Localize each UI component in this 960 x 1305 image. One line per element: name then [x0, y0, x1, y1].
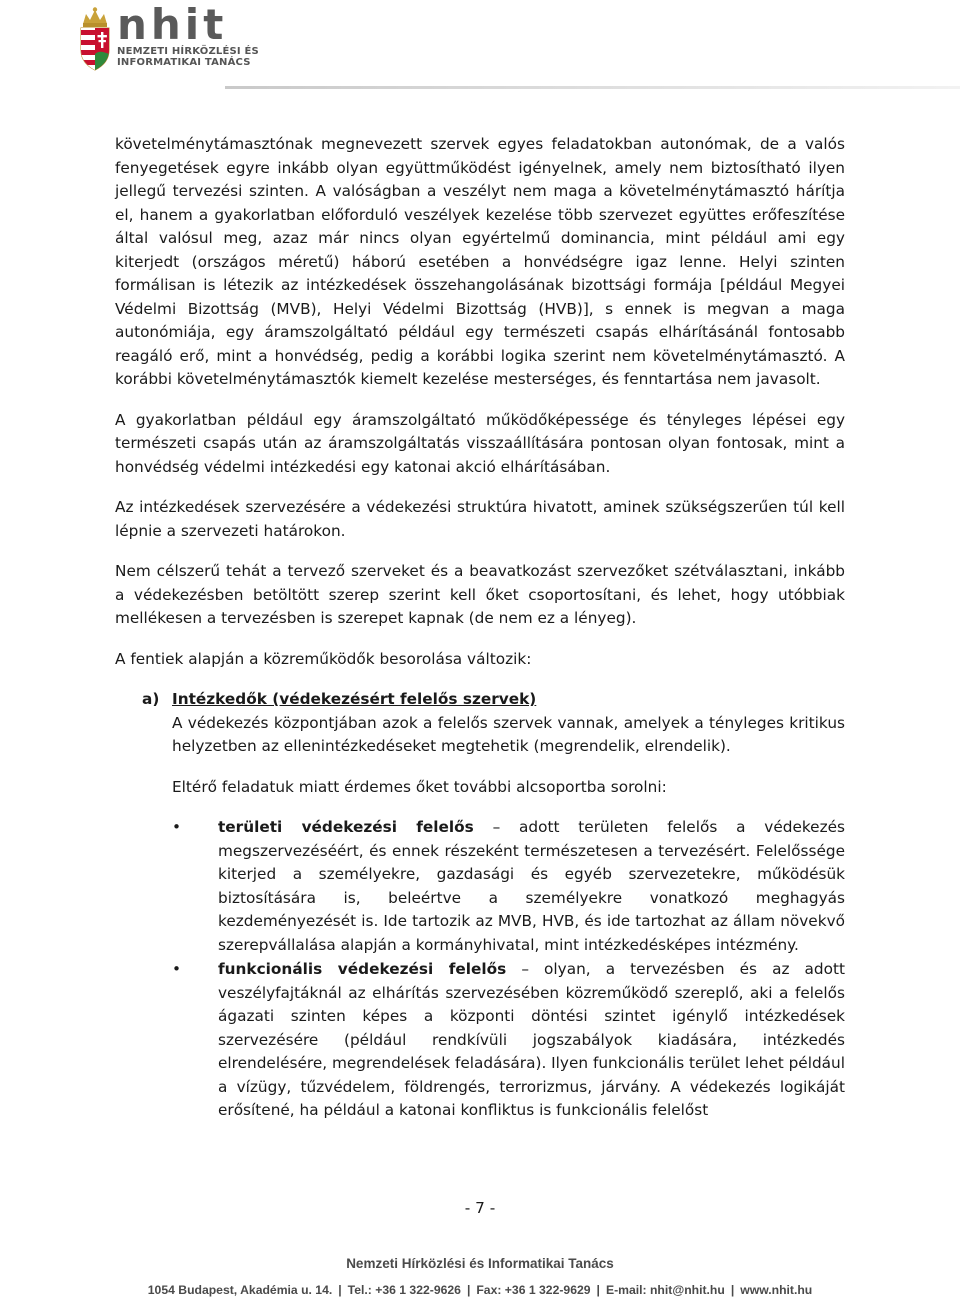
list-item-term: funkcionális védekezési felelős [218, 960, 507, 978]
list-item [172, 816, 845, 957]
footer-org-name: Nemzeti Hírközlési és Informatikai Tanács [346, 1256, 614, 1271]
footer-website[interactable]: www.nhit.hu [740, 1283, 813, 1297]
footer-separator: | [596, 1283, 600, 1297]
brand-line-2: INFORMATIKAI TANÁCS [117, 57, 251, 68]
footer-separator: | [338, 1283, 342, 1297]
section-a-title: Intézkedők (védekezésért felelős szervek) [172, 690, 537, 708]
brand-line-1: NEMZETI HÍRKÖZLÉSI ÉS [117, 46, 259, 57]
footer-separator: | [730, 1283, 735, 1297]
footer-separator: | [466, 1283, 471, 1297]
section-a-heading [115, 688, 845, 712]
page-header [0, 0, 960, 90]
section-a-marker: a) [142, 690, 160, 708]
paragraph-5: A fentiek alapján a közreműködők besorolása változik: [115, 649, 532, 668]
brand-block [117, 0, 259, 68]
document-body [115, 133, 845, 1124]
brand-logo-text: nhit [117, 0, 228, 49]
list-item [172, 958, 845, 1123]
paragraph-3: Az intézkedések szervezésére a védekezési struktúra hivatott, aminek szükségszerűen túl kell lépnie a szervezeti határokon. [115, 498, 845, 540]
list-item-text: – adott területen felelős a védekezés megszervezéséért, és ennek részeként természetesen a tervezésért. Felelőssége kiterjed a személyekre, gazdasági és egyéb szervezetekre, működésük biztosítására is, beleértve a személyekre vonatkozó meghagyás kezdeményezését is. Ide tartozik az MVB, HVB, és ide tartozhat az állam növekvő szerepvállalása alapján a kormányhivatal, mint intézkedésképes intézmény. [218, 818, 845, 954]
list-item-term: területi védekezési felelős [218, 818, 474, 836]
bullet-icon: • [172, 818, 182, 836]
footer-tel: Tel.: +36 1 322-9626 [347, 1283, 461, 1297]
paragraph-1: követelménytámasztónak megnevezett szervek egyes feladatokban autonómak, de a valós fenyegetések egyre inkább olyan együttműködést igényelnek, amely nem biztosítható ilyen jellegű tervezési szinten. A valóságban a veszélyt nem maga a követelménytámasztó hárítja el, hanem a gyakorlatban előforduló veszélyek kezelése több szervezet együttes erőfeszítése által valósul meg, azaz már nincs olyan egyértelmű dominancia, mint például ami egy kiterjedt (országos méretű) háború esetében a honvédségre igaz lenne. Helyi szinten formálisan is létezik az intézkedések összehangolásának bizottsági formája [például Megyei Védelmi Bizottság (MVB), Helyi Védelmi Bizottság (HVB)], s ennek is megvan a maga autonómiája, egy áramszolgáltató például egy természeti csapás elhárításánál fontosabb reagáló erő, mint a honvédség, pedig a korábbi logika szerint nem követelménytámasztó. A korábbi követelménytámasztók kiemelt kezelése mesterséges, és fenntartása nem javasolt. [115, 135, 845, 388]
list-item-text: – olyan, a tervezésben és az adott veszélyfajtáknál az elhárítás szervezésében közreműködő szereplő, aki a felelős ágazati szinten képes a központi döntési szintet igénylő intézkedések szervezésére (például rendkívüli jogszabályok kiadására, intézkedés elrendelésére, megrendelések feladására). Ilyen funkcionális terület lehet például a vízügy, tűzvédelem, földrengés, terrorizmus, járvány. A védekezés logikáját erősítené, ha például a katonai konfliktus is funkcionális felelőst [218, 960, 845, 1119]
bullet-icon: • [172, 960, 182, 978]
coat-of-arms-icon [78, 6, 112, 72]
footer-address: 1054 Budapest, Akadémia u. 14. [147, 1283, 333, 1297]
page-number: - 7 - [464, 1199, 496, 1217]
paragraph-2: A gyakorlatban például egy áramszolgáltató működőképessége és tényleges lépései egy természeti csapás után az áramszolgáltatás visszaállítására pontosan olyan fontosak, mint a honvédség védelmi intézkedési egy katonai akció elhárításában. [115, 410, 845, 476]
paragraph-4: Nem célszerű tehát a tervező szerveket és a beavatkozást szervezőket szétválasztani, inkább a védekezésben betöltött szerep szerint kell őket csoportosítani, és lehet, hogy utóbbiak mellékesen a tervezésben is szerepet kapnak (de nem ez a lényeg). [115, 562, 845, 627]
section-a-text: A védekezés központjában azok a felelős szervek vannak, amelyek a tényleges kritikus helyzetben az ellenintézkedéseket megtehetik (megrendelik, elrendelik). [172, 713, 845, 755]
footer-contact-line [0, 1281, 960, 1299]
header-divider [225, 86, 960, 89]
responsibility-list [172, 816, 845, 1123]
section-a-sub-intro: Eltérő feladatuk miatt érdemes őket további alcsoportba sorolni: [172, 777, 667, 796]
page-footer [0, 1255, 960, 1299]
footer-fax: Fax: +36 1 322-9629 [476, 1283, 591, 1297]
footer-email[interactable]: E-mail: nhit@nhit.hu [605, 1283, 725, 1297]
